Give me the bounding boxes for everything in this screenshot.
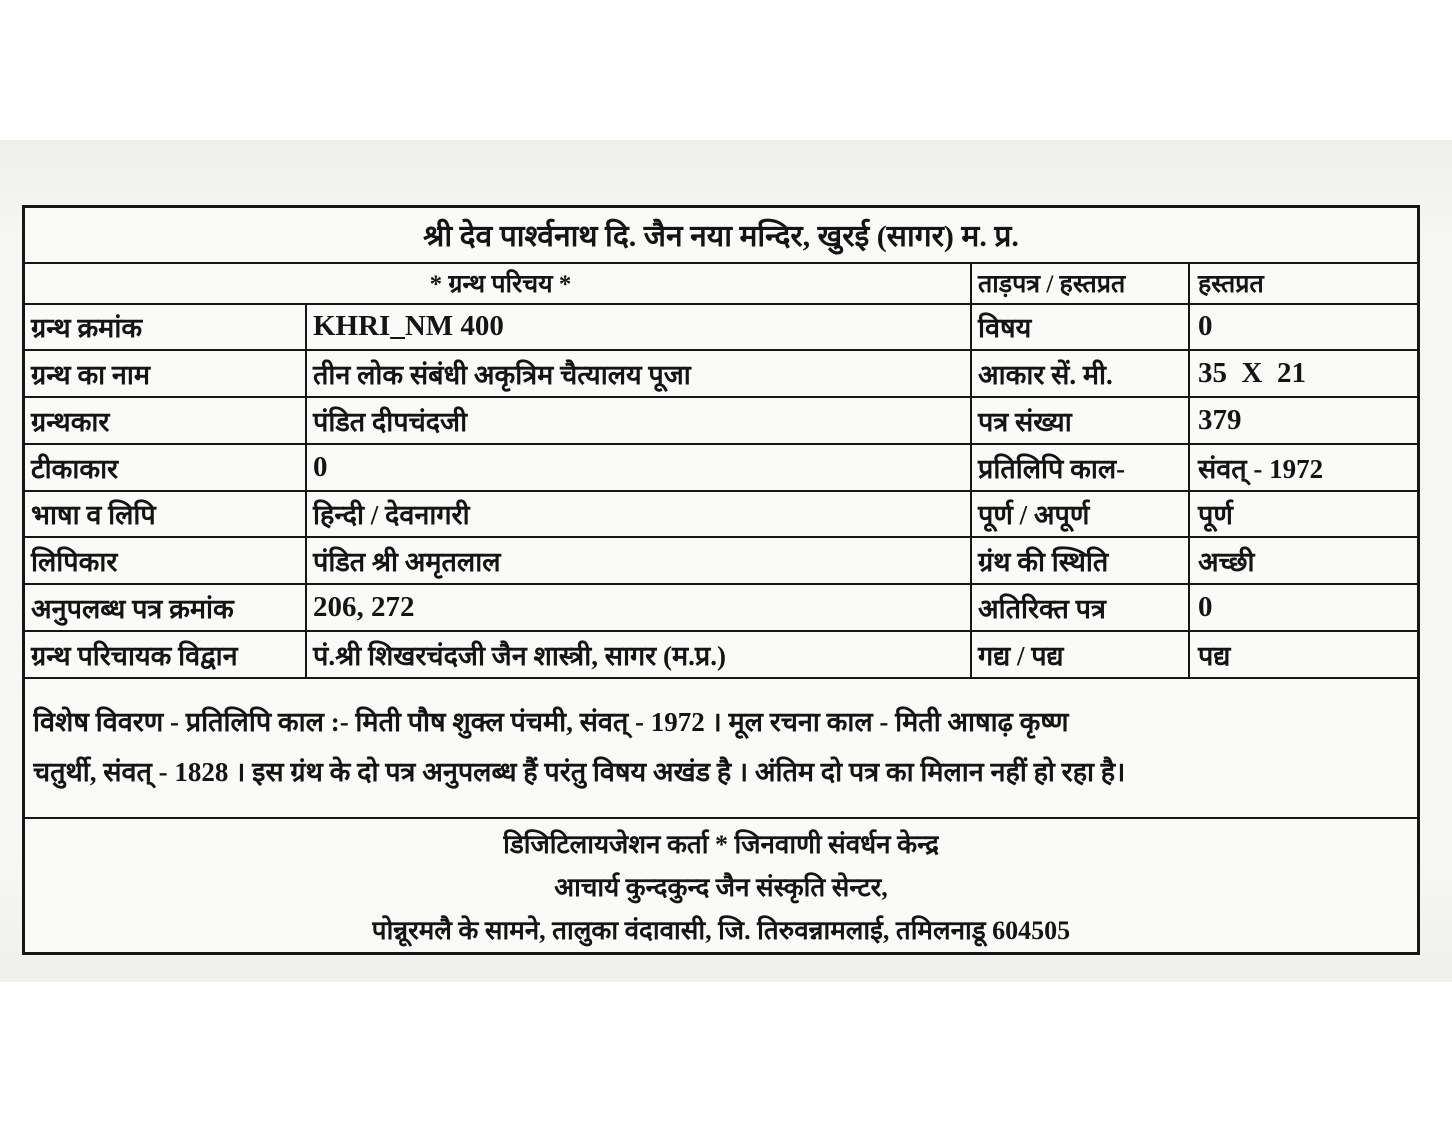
field-label: पत्र संख्या xyxy=(972,398,1190,443)
field-label: पूर्ण / अपूर्ण xyxy=(972,492,1190,537)
footer-line: आचार्य कुन्दकुन्द जैन संस्कृति सेन्टर, xyxy=(554,873,888,903)
manuscript-info-card xyxy=(22,205,1420,955)
field-value: 206, 272 xyxy=(307,585,972,630)
manuscript-type-value: हस्तप्रत xyxy=(1198,271,1264,299)
field-value: पूर्ण xyxy=(1198,500,1233,531)
field-label: ग्रन्थ का नाम xyxy=(25,351,307,396)
field-value: तीन लोक संबंधी अकृत्रिम चैत्यालय पूजा xyxy=(307,351,972,396)
special-details-section xyxy=(25,679,1417,819)
field-label: ग्रंथ की स्थिति xyxy=(972,538,1190,583)
field-value: 35 X 21 xyxy=(1198,357,1306,390)
field-label: अतिरिक्त पत्र xyxy=(972,585,1190,630)
field-label: गद्य / पद्य xyxy=(972,632,1190,677)
field-value: पद्य xyxy=(1198,640,1231,671)
field-label: विषय xyxy=(972,305,1190,350)
field-label: टीकाकार xyxy=(25,445,307,490)
field-value: हिन्दी / देवनागरी xyxy=(307,492,972,537)
manuscript-type-label: ताड़पत्र / हस्तप्रत xyxy=(972,264,1190,303)
field-value: KHRI_NM 400 xyxy=(307,305,972,350)
info-row-parichayak-vidvan xyxy=(25,632,1417,679)
field-label: ग्रन्थकार xyxy=(25,398,307,443)
field-label: ग्रन्थ परिचायक विद्वान xyxy=(25,632,307,677)
section-title: * ग्रन्थ परिचय * xyxy=(25,264,972,303)
field-label: आकार सें. मी. xyxy=(972,351,1190,396)
field-label: प्रतिलिपि काल- xyxy=(972,445,1190,490)
info-row-granth-kramank xyxy=(25,305,1417,352)
footer-line: डिजिटिलायजेशन कर्ता * जिनवाणी संवर्धन केन्द्र xyxy=(503,830,939,860)
field-value: पं.श्री शिखरचंदजी जैन शास्त्री, सागर (म.प्र.) xyxy=(307,632,972,677)
field-value: पंडित दीपचंदजी xyxy=(307,398,972,443)
info-row-lipikar xyxy=(25,538,1417,585)
info-row-bhasha-lipi xyxy=(25,492,1417,539)
info-row-anuplabdh-patra xyxy=(25,585,1417,632)
field-label: लिपिकार xyxy=(25,538,307,583)
card-header-row xyxy=(25,264,1417,305)
field-label: भाषा व लिपि xyxy=(25,492,307,537)
institution-title: श्री देव पार्श्वनाथ दि. जैन नया मन्दिर, खुरई (सागर) म. प्र. xyxy=(25,208,1417,264)
field-label: ग्रन्थ क्रमांक xyxy=(25,305,307,350)
field-value: संवत् - 1972 xyxy=(1198,453,1324,484)
info-row-teekakar xyxy=(25,445,1417,492)
field-value: 0 xyxy=(1198,310,1213,343)
footer-line: पोन्नूरमलै के सामने, तालुका वंदावासी, जि. तिरुवन्नामलाई, तमिलनाडू 604505 xyxy=(371,916,1071,946)
field-label: अनुपलब्ध पत्र क्रमांक xyxy=(25,585,307,630)
field-value: 0 xyxy=(307,445,972,490)
special-details-line: चतुर्थी, संवत् - 1828 । इस ग्रंथ के दो पत्र अनुपलब्ध हैं परंतु विषय अखंड है । अंतिम दो पत्र का मिलान नहीं हो रहा है। xyxy=(33,756,1126,787)
field-value: 379 xyxy=(1198,403,1242,436)
field-value: अच्छी xyxy=(1198,547,1255,578)
special-details-line: विशेष विवरण - प्रतिलिपि काल :- मिती पौष शुक्ल पंचमी, संवत् - 1972 । मूल रचना काल - मिती आषाढ़ कृष्ण xyxy=(33,706,1069,737)
info-row-granthkar xyxy=(25,398,1417,445)
field-value: पंडित श्री अमृतलाल xyxy=(307,538,972,583)
info-row-granth-naam xyxy=(25,351,1417,398)
digitization-footer xyxy=(25,819,1417,952)
field-value: 0 xyxy=(1198,590,1213,623)
